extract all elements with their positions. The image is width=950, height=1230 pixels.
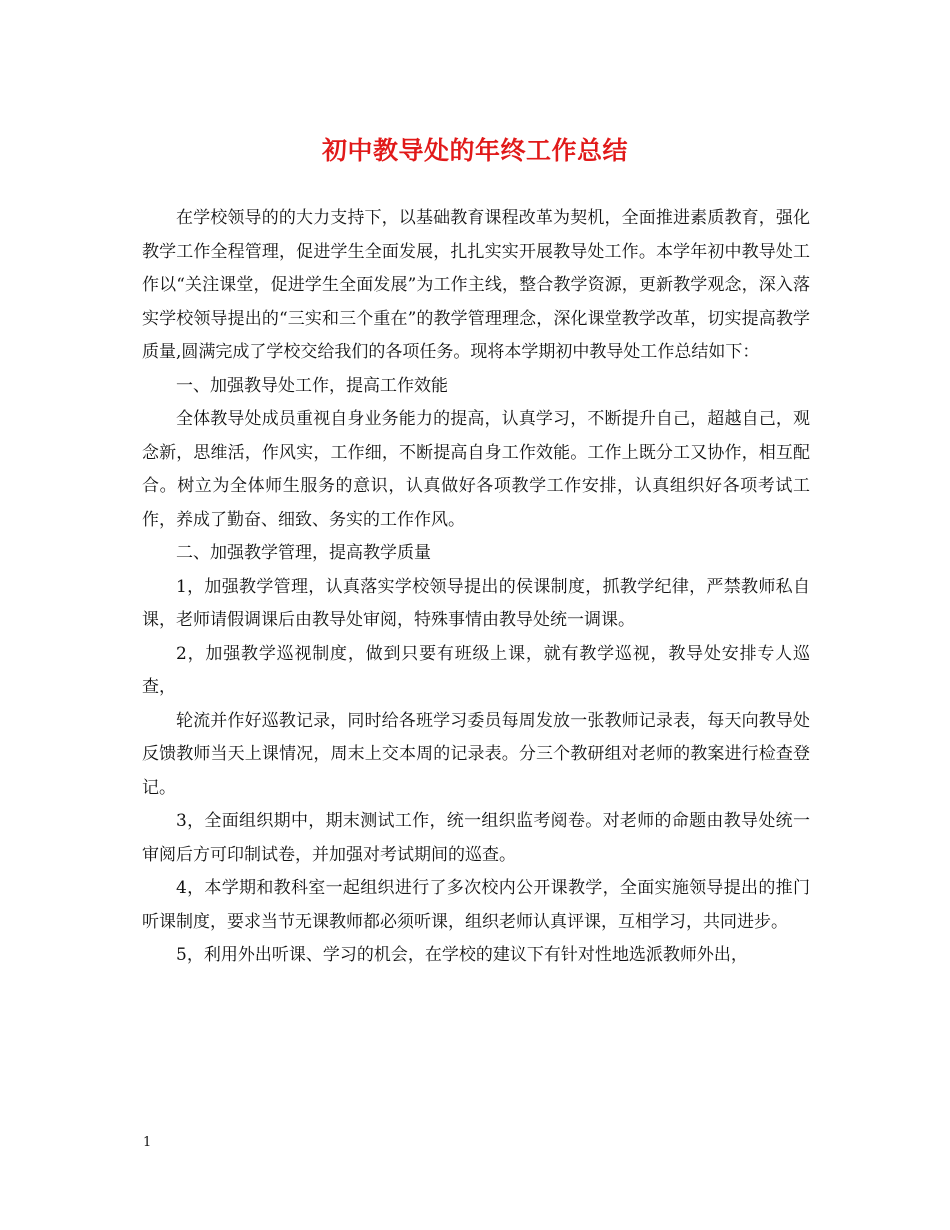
section-heading: 二、加强教学管理，提高教学质量 [176,543,431,563]
paragraph: 3，全面组织期中，期末测试工作，统一组织监考阅卷。对老师的命题由教导处统一审阅后方可印制试卷，并加强对考试期间的巡查。 [142,811,810,865]
document-body [142,202,810,973]
paragraph: 5，利用外出听课、学习的机会，在学校的建议下有针对性地选派教师外出， [176,945,748,965]
page-number: 1 [143,1135,152,1150]
section-heading: 一、加强教导处工作，提高工作效能 [176,375,448,396]
paragraph: 在学校领导的的大力支持下，以基础教育课程改革为契机，全面推进素质教育，强化教学工作全程管理，促进学生全面发展，扎扎实实开展教导处工作。本学年初中教导处工作以“关注课堂，促进学生全面发展”为工作主线，整合教学资源，更新教学观念，深入落实学校领导提出的“三实和三个重在”的教学管理理念，深化课堂教学改革，切实提高教学质量,圆满完成了学校交给我们的各项任务。现将本学期初中教导处工作总结如下： [142,208,810,362]
paragraph: 1，加强教学管理，认真落实学校领导提出的侯课制度，抓教学纪律，严禁教师私自课，老师请假调课后由教导处审阅，特殊事情由教导处统一调课。 [142,576,810,630]
paragraph: 2，加强教学巡视制度，做到只要有班级上课，就有教学巡视，教导处安排专人巡查， [142,643,810,697]
paragraph: 4，本学期和教科室一起组织进行了多次校内公开课教学，全面实施领导提出的推门听课制度，要求当节无课教师都必须听课，组织老师认真评课，互相学习，共同进步。 [142,878,810,932]
paragraph: 全体教导处成员重视自身业务能力的提高，认真学习，不断提升自己，超越自己，观念新，思维活，作风实，工作细，不断提高自身工作效能。工作上既分工又协作，相互配合。树立为全体师生服务的意识，认真做好各项教学工作安排，认真组织好各项考试工作，养成了勤奋、细致、务实的工作作风。 [142,409,810,530]
document-title: 初中教导处的年终工作总结 [321,136,628,165]
paragraph: 轮流并作好巡教记录，同时给各班学习委员每周发放一张教师记录表，每天向教导处反馈教师当天上课情况，周末上交本周的记录表。分三个教研组对老师的教案进行检查登记。 [142,710,810,798]
